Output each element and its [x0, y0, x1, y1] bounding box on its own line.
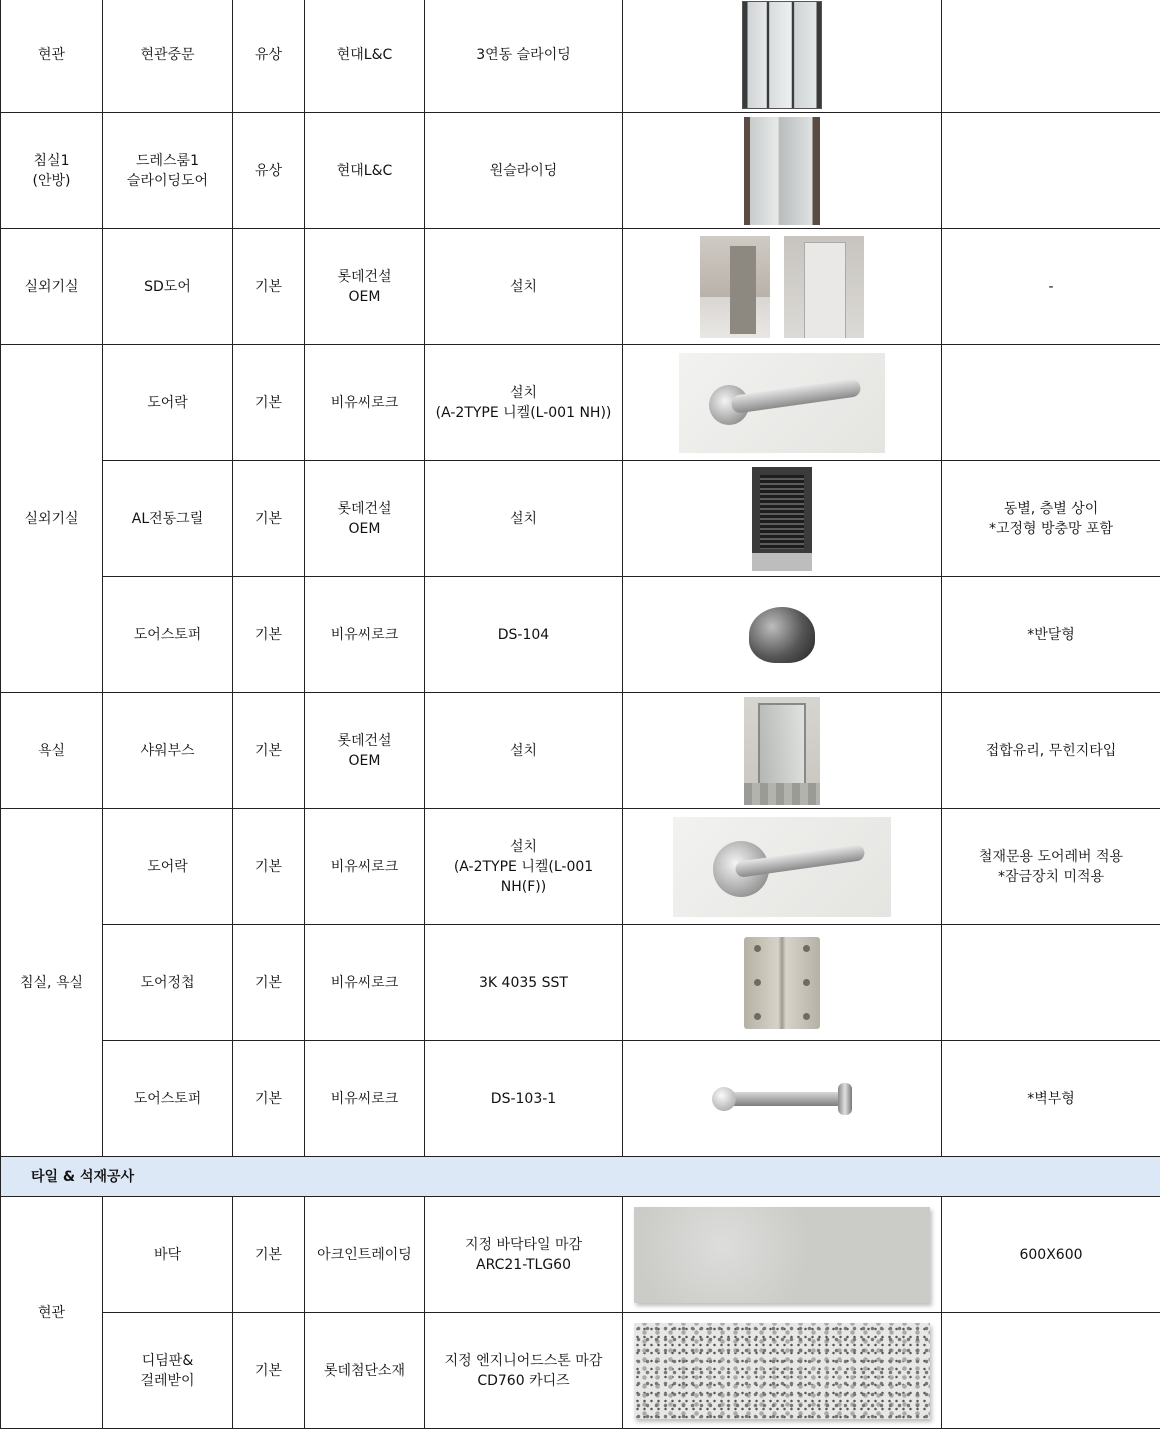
note-cell: *벽부형 — [942, 1041, 1160, 1157]
type-cell: 기본 — [233, 229, 305, 345]
spec-cell: 원슬라이딩 — [425, 113, 623, 229]
grill-photo — [752, 467, 812, 571]
type-cell: 기본 — [233, 1197, 305, 1313]
vendor-cell: 롯데건설 OEM — [305, 229, 425, 345]
table-row — [1, 461, 1160, 577]
item-cell: 도어정첩 — [103, 925, 233, 1041]
photo-cell — [623, 809, 942, 925]
location-cell: 욕실 — [1, 693, 103, 809]
vendor-cell: 비유씨로크 — [305, 1041, 425, 1157]
item-cell: 샤워부스 — [103, 693, 233, 809]
type-cell: 기본 — [233, 693, 305, 809]
note-cell: *반달형 — [942, 577, 1160, 693]
type-cell: 기본 — [233, 577, 305, 693]
item-cell: 도어락 — [103, 345, 233, 461]
location-cell: 실외기실 — [1, 345, 103, 693]
note-cell: 동별, 층별 상이 *고정형 방충망 포함 — [942, 461, 1160, 577]
note-cell: 철재문용 도어레버 적용 *잠금장치 미적용 — [942, 809, 1160, 925]
table-row — [1, 113, 1160, 229]
vendor-cell: 비유씨로크 — [305, 577, 425, 693]
vendor-cell: 아크인트레이딩 — [305, 1197, 425, 1313]
location-cell: 침실, 욕실 — [1, 809, 103, 1157]
item-cell: 도어스토퍼 — [103, 577, 233, 693]
location-cell: 실외기실 — [1, 229, 103, 345]
door-lever-photo — [673, 817, 891, 917]
note-cell: 접합유리, 무힌지타입 — [942, 693, 1160, 809]
sliding-door-photo — [742, 1, 822, 109]
type-cell: 기본 — [233, 345, 305, 461]
spec-cell: 지정 엔지니어드스톤 마감 CD760 카디즈 — [425, 1313, 623, 1429]
note-cell — [942, 1313, 1160, 1429]
section-header — [1, 1157, 1160, 1197]
spec-cell: 설치 — [425, 229, 623, 345]
type-cell: 유상 — [233, 113, 305, 229]
photo-cell — [623, 925, 942, 1041]
spec-cell: 3K 4035 SST — [425, 925, 623, 1041]
photo-cell — [623, 1313, 942, 1429]
photo-cell — [623, 0, 942, 113]
photo-cell — [623, 113, 942, 229]
type-cell: 기본 — [233, 461, 305, 577]
type-cell: 기본 — [233, 925, 305, 1041]
type-cell: 기본 — [233, 1041, 305, 1157]
sd-door-photo — [784, 236, 864, 338]
section-title: 타일 & 석재공사 — [1, 1157, 1160, 1197]
item-cell: AL전동그릴 — [103, 461, 233, 577]
type-cell: 기본 — [233, 1313, 305, 1429]
location-cell: 침실1 (안방) — [1, 113, 103, 229]
vendor-cell: 롯데건설 OEM — [305, 461, 425, 577]
location-cell: 현관 — [1, 0, 103, 113]
vendor-cell: 현대L&C — [305, 0, 425, 113]
photo-cell — [623, 693, 942, 809]
vendor-cell: 현대L&C — [305, 113, 425, 229]
photo-cell — [623, 577, 942, 693]
type-cell: 기본 — [233, 809, 305, 925]
vendor-cell: 비유씨로크 — [305, 925, 425, 1041]
vendor-cell: 비유씨로크 — [305, 809, 425, 925]
photo-cell — [623, 345, 942, 461]
table-row — [1, 1313, 1160, 1429]
table-row — [1, 345, 1160, 461]
item-cell: 드레스룸1 슬라이딩도어 — [103, 113, 233, 229]
photo-cell — [623, 461, 942, 577]
note-cell: 600X600 — [942, 1197, 1160, 1313]
vendor-cell: 롯데건설 OEM — [305, 693, 425, 809]
table-row — [1, 925, 1160, 1041]
half-moon-stopper-photo — [749, 607, 815, 663]
spec-cell: 설치 (A-2TYPE 니켈(L-001 NH(F)) — [425, 809, 623, 925]
table-row — [1, 1041, 1160, 1157]
vendor-cell: 롯데첨단소재 — [305, 1313, 425, 1429]
door-lever-photo — [679, 353, 885, 453]
spec-cell: 3연동 슬라이딩 — [425, 0, 623, 113]
item-cell: 현관중문 — [103, 0, 233, 113]
spec-cell: 설치 (A-2TYPE 니켈(L-001 NH)) — [425, 345, 623, 461]
spec-cell: DS-103-1 — [425, 1041, 623, 1157]
item-cell: 디딤판& 걸레받이 — [103, 1313, 233, 1429]
photo-cell — [623, 1041, 942, 1157]
sd-door-photo — [700, 236, 770, 338]
table-row — [1, 693, 1160, 809]
spec-cell: 지정 바닥타일 마감 ARC21-TLG60 — [425, 1197, 623, 1313]
table-row — [1, 229, 1160, 345]
spec-cell: 설치 — [425, 693, 623, 809]
table-row — [1, 577, 1160, 693]
note-cell — [942, 345, 1160, 461]
wall-stopper-photo — [712, 1079, 852, 1119]
spec-cell: DS-104 — [425, 577, 623, 693]
note-cell: - — [942, 229, 1160, 345]
dressroom-door-photo — [744, 117, 820, 225]
hinge-photo — [744, 937, 820, 1029]
photo-cell — [623, 1197, 942, 1313]
note-cell — [942, 0, 1160, 113]
note-cell — [942, 925, 1160, 1041]
location-cell: 현관 — [1, 1197, 103, 1429]
type-cell: 유상 — [233, 0, 305, 113]
item-cell: 도어락 — [103, 809, 233, 925]
item-cell: SD도어 — [103, 229, 233, 345]
note-cell — [942, 113, 1160, 229]
table-row — [1, 809, 1160, 925]
vendor-cell: 비유씨로크 — [305, 345, 425, 461]
item-cell: 도어스토퍼 — [103, 1041, 233, 1157]
table-row — [1, 0, 1160, 113]
terrazzo-stone-photo — [634, 1323, 930, 1419]
spec-cell: 설치 — [425, 461, 623, 577]
floor-tile-photo — [634, 1207, 930, 1303]
shower-booth-photo — [744, 697, 820, 805]
table-row — [1, 1197, 1160, 1313]
photo-cell — [623, 229, 942, 345]
item-cell: 바닥 — [103, 1197, 233, 1313]
